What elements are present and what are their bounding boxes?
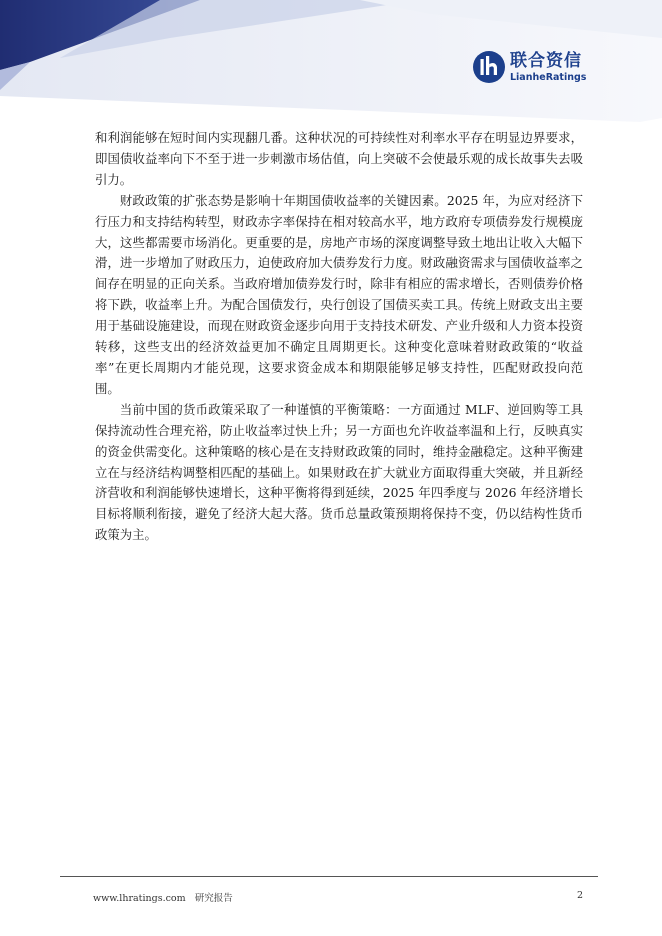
logo-english-name: LianheRatings xyxy=(510,71,587,83)
lianhe-ratings-logo xyxy=(472,50,586,84)
lianhe-logo-icon xyxy=(472,50,506,84)
logo-chinese-name: 联合资信 xyxy=(510,50,582,71)
footer-source xyxy=(93,890,233,904)
paragraph-fiscal-policy: 财政政策的扩张态势是影响十年期国债收益率的关键因素。2025 年，为应对经济下行压力和支持结构转型，财政赤字率保持在相对较高水平，地方政府专项债券发行规模庞大，这些都需要市场消化。更重要的是，房地产市场的深度调整导致土地出让收入大幅下滑，进一步增加了财政压力，迫使政府加大债券发行力度。财政融资需求与国债收益率之间存在明显的正向关系。当政府增加债券发行时，除非有相应的需求增长，否则债券价格将下跌，收益率上升。为配合国债发行，央行创设了国债买卖工具。传统上财政支出主要用于基础设施建设，而现在财政资金逐步向用于支持技术研发、产业升级和人力资本投资转移，这些支出的经济效益更加不确定且周期更长。这种变化意味着财政政策的“收益率”在更长周期内才能兑现，这要求资金成本和期限能够足够支持性，匹配财政投向范围。 xyxy=(95,192,583,396)
paragraph-continuation: 和利润能够在短时间内实现翻几番。这种状况的可持续性对利率水平存在明显边界要求，即国债收益率向下不至于进一步刺激市场估值，向上突破不会使最乐观的成长故事失去吸引力。 xyxy=(95,130,583,187)
page-number: 2 xyxy=(577,890,584,901)
paragraph-monetary-policy: 当前中国的货币政策采取了一种谨慎的平衡策略：一方面通过 MLF、逆回购等工具保持流动性合理充裕，防止收益率过快上升；另一方面也允许收益率温和上行，反映真实的资金供需变化。这种策略的核心是在支持财政政策的同时，维持金融稳定。这种平衡建立在与经济结构调整相匹配的基础上。如果财政在扩大就业方面取得重大突破，并且新经济营收和利润能够快速增长，这种平衡将得到延续，2025 年四季度与 2026 年经济增长目标将顺利衔接，避免了经济大起大落。货币总量政策预期将保持不变，仍以结构性货币政策为主。 xyxy=(95,401,583,543)
footer-divider xyxy=(60,876,598,877)
report-body xyxy=(95,128,583,546)
footer-website-link[interactable]: www.lhratings.com xyxy=(93,893,186,904)
footer-report-type: 研究报告 xyxy=(194,893,233,904)
